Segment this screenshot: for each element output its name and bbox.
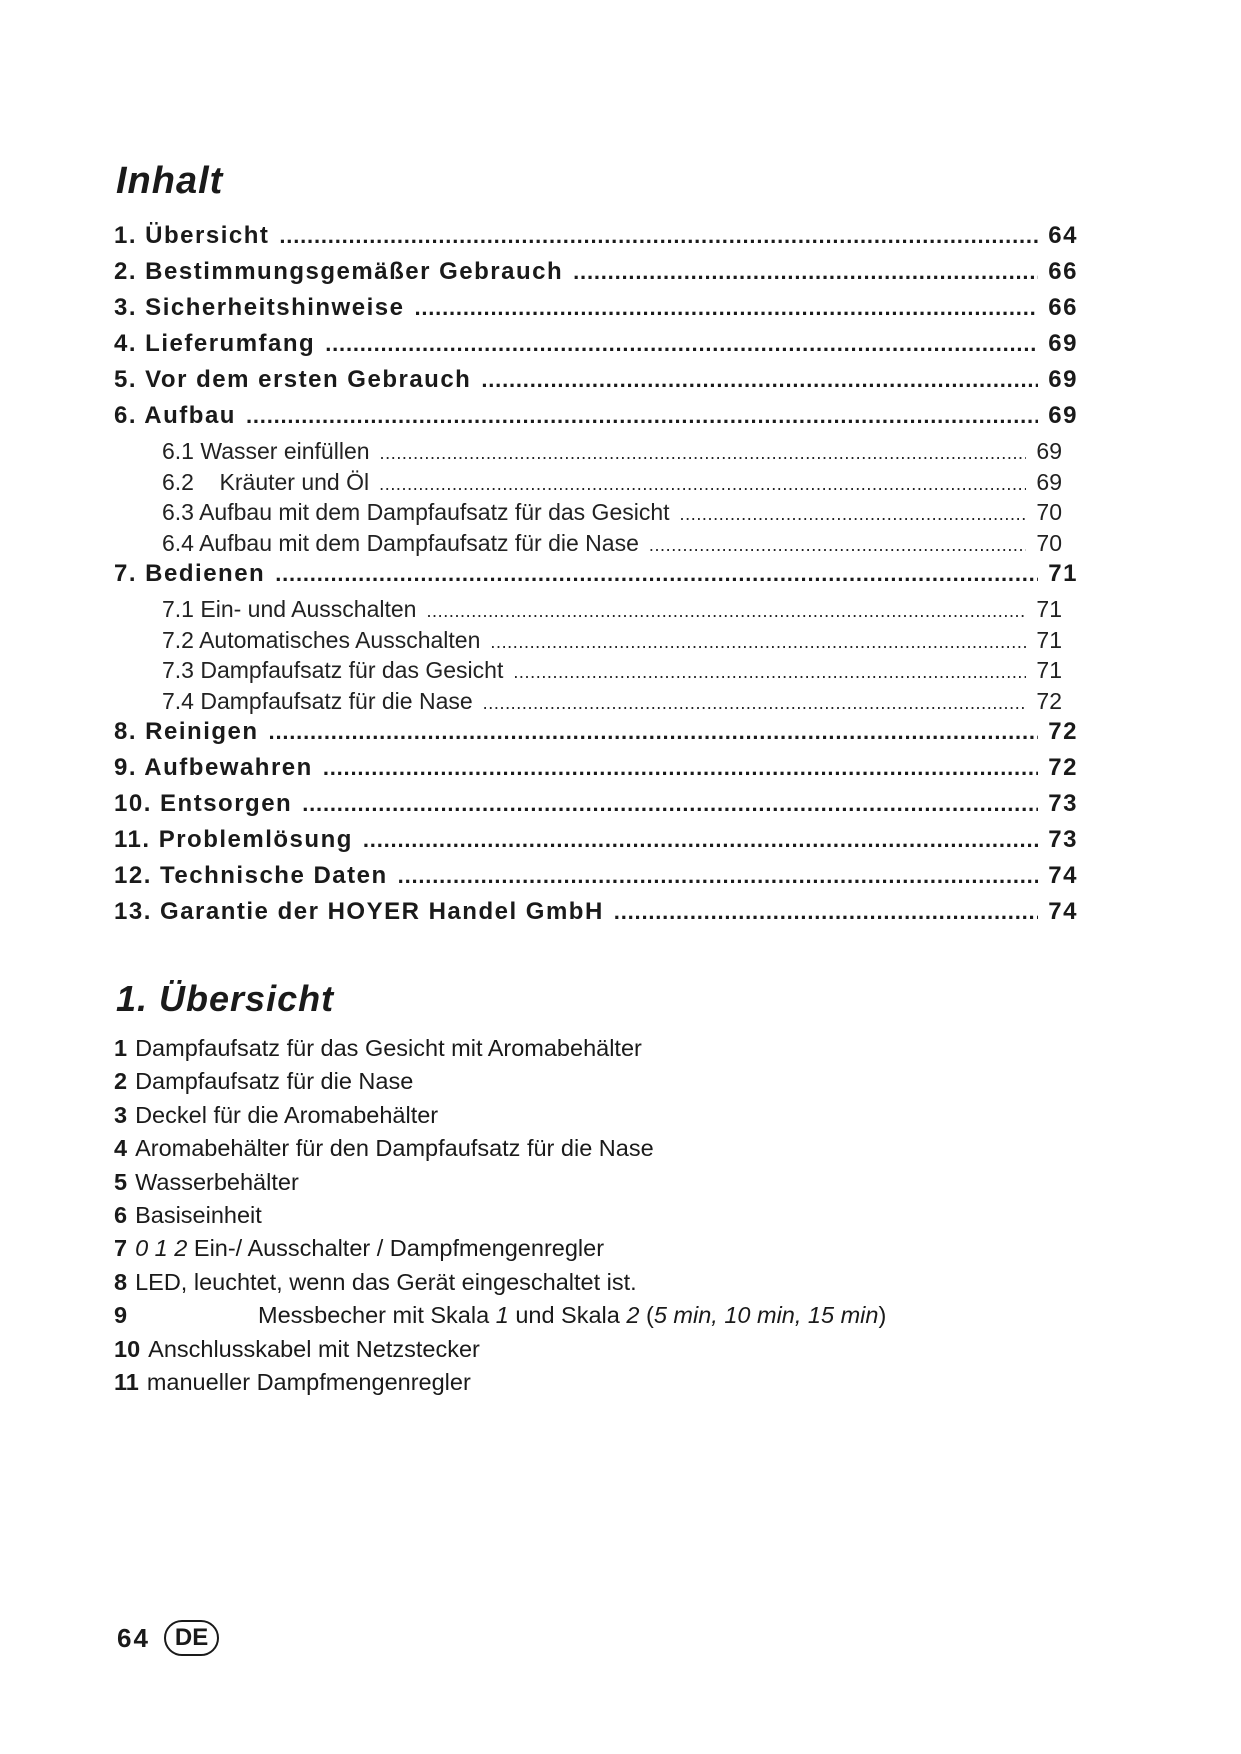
item-number: 4 (114, 1135, 128, 1162)
toc-entry (114, 790, 1078, 826)
item-text: Dampfaufsatz für die Nase (135, 1068, 414, 1095)
toc-subentry (162, 596, 1062, 627)
table-of-contents (114, 222, 1088, 934)
toc-entry (114, 560, 1078, 596)
list-item (114, 1135, 1114, 1168)
toc-subentry (162, 688, 1062, 719)
toc-entry (114, 718, 1078, 754)
toc-entry-label: 7. Bedienen (114, 560, 266, 587)
toc-dot-leader (246, 403, 1038, 429)
toc-entry-label: 6.4 Aufbau mit dem Dampfaufsatz für die Nase (162, 529, 639, 556)
toc-entry-label: 1. Übersicht (114, 222, 270, 249)
toc-entry (114, 754, 1078, 790)
toc-entry (114, 366, 1078, 402)
toc-page-number: 66 (1048, 258, 1078, 285)
toc-page-number: 74 (1048, 898, 1078, 925)
toc-entry-label: 7.3 Dampfaufsatz für das Gesicht (162, 657, 504, 683)
section-heading-overview: 1. Übersicht (116, 978, 335, 1019)
toc-entry-label: 7.2 Automatisches Ausschalten (162, 626, 481, 653)
toc-dot-leader (325, 331, 1038, 357)
toc-dot-leader (379, 474, 1026, 495)
language-badge: DE (164, 1620, 219, 1656)
item-text: Dampfaufsatz für das Gesicht mit Aromabehälter (135, 1035, 642, 1061)
item-number: 9 (114, 1302, 128, 1329)
toc-dot-leader (573, 259, 1038, 285)
item-text-mid: und Skala (515, 1302, 620, 1329)
toc-subentry (162, 530, 1062, 561)
toc-entry (114, 330, 1078, 366)
toc-dot-leader (414, 295, 1038, 321)
toc-page-number: 71 (1036, 596, 1062, 622)
toc-entry-label: 12. Technische Daten (114, 862, 388, 889)
toc-dot-leader (614, 899, 1039, 925)
toc-entry (114, 258, 1078, 294)
toc-entry-label: 6.3 Aufbau mit dem Dampfaufsatz für das Gesicht (162, 499, 670, 525)
toc-entry-label: 13. Garantie der HOYER Handel GmbH (114, 898, 604, 925)
list-item (114, 1235, 1114, 1268)
item-text: Basiseinheit (135, 1201, 262, 1228)
toc-page-number: 66 (1048, 294, 1078, 321)
toc-page-number: 69 (1048, 330, 1078, 357)
toc-page-number: 69 (1036, 438, 1062, 464)
toc-entry-label: 6.1 Wasser einfüllen (162, 438, 370, 464)
toc-entry-label: 8. Reinigen (114, 718, 259, 745)
toc-dot-leader (275, 561, 1038, 587)
toc-dot-leader (398, 863, 1039, 889)
toc-dot-leader (490, 632, 1026, 653)
toc-entry-label: 7.4 Dampfaufsatz für die Nase (162, 687, 473, 714)
toc-dot-leader (426, 601, 1026, 622)
toc-page-number: 64 (1048, 222, 1078, 249)
toc-entry (114, 898, 1078, 934)
scale-2-label: 2 (626, 1302, 640, 1329)
switch-positions: 0 1 2 (135, 1235, 188, 1262)
item-text: Ein-/ Ausschalter / Dampfmengenregler (193, 1235, 605, 1262)
toc-dot-leader (513, 662, 1026, 683)
toc-dot-leader (363, 827, 1038, 853)
toc-page-number: 72 (1048, 754, 1078, 781)
item-number: 1 (114, 1035, 128, 1061)
toc-page-number: 69 (1048, 402, 1078, 429)
list-item: 9 Messbecher mit Skala 1 und Skala 2 (5 min, 10 min, 15 min) (114, 1302, 887, 1329)
toc-subentry (162, 469, 1062, 500)
item-number: 11 (114, 1368, 139, 1395)
toc-page-number: 73 (1048, 826, 1078, 853)
toc-page-number: 74 (1048, 862, 1078, 889)
time-settings: 5 min, 10 min, 15 min (653, 1302, 879, 1329)
toc-page-number: 71 (1036, 657, 1062, 683)
toc-dot-leader (481, 367, 1038, 393)
toc-entry-label: 9. Aufbewahren (114, 754, 313, 781)
toc-page-number: 73 (1048, 790, 1078, 817)
toc-page-number: 71 (1048, 560, 1078, 587)
toc-entry (114, 222, 1078, 258)
toc-entry (114, 862, 1078, 898)
list-item (114, 1336, 1114, 1369)
item-number: 2 (114, 1068, 128, 1095)
page-number: 64 (117, 1622, 150, 1653)
toc-subentry (162, 499, 1062, 530)
list-item (114, 1035, 1114, 1068)
toc-entry-label: 6. Aufbau (114, 402, 236, 429)
toc-heading: Inhalt (116, 160, 224, 202)
toc-page-number: 70 (1036, 499, 1062, 525)
item-number: 3 (114, 1101, 128, 1128)
list-item (114, 1169, 1114, 1202)
toc-entry (114, 294, 1078, 330)
toc-dot-leader (323, 755, 1038, 781)
toc-subentry (162, 438, 1062, 469)
item-text: Anschlusskabel mit Netzstecker (148, 1335, 480, 1362)
toc-entry-label: 4. Lieferumfang (114, 330, 316, 357)
item-text: Deckel für die Aromabehälter (135, 1101, 439, 1128)
scale-1-label: 1 (495, 1302, 509, 1329)
toc-dot-leader (302, 791, 1038, 817)
item-number: 7 (114, 1235, 128, 1262)
toc-entry (114, 402, 1078, 438)
item-text: Messbecher mit Skala (258, 1302, 490, 1329)
parts-list (114, 1035, 1114, 1402)
item-text: LED, leuchtet, wenn das Gerät eingeschaltet ist. (135, 1268, 637, 1295)
toc-entry-label: 10. Entsorgen (114, 790, 293, 817)
item-text: Aromabehälter für den Dampfaufsatz für die Nase (135, 1135, 654, 1162)
toc-page-number: 70 (1036, 529, 1062, 556)
toc-page-number: 71 (1036, 626, 1062, 653)
item-number: 5 (114, 1168, 128, 1195)
list-item (114, 1102, 1114, 1135)
item-number: 8 (114, 1268, 128, 1295)
list-item (114, 1369, 1114, 1402)
toc-page-number: 69 (1036, 468, 1062, 495)
list-item (114, 1202, 1114, 1235)
list-item (114, 1068, 1114, 1101)
item-number: 10 (114, 1335, 141, 1362)
toc-dot-leader (649, 535, 1027, 556)
toc-entry-label: 3. Sicherheitshinweise (114, 294, 405, 321)
toc-dot-leader (380, 443, 1027, 464)
item-text: manueller Dampfmengenregler (146, 1368, 471, 1395)
toc-subentry (162, 657, 1062, 688)
list-item (114, 1269, 1114, 1302)
item-text: Wasserbehälter (135, 1168, 299, 1195)
toc-dot-leader (269, 719, 1039, 745)
toc-dot-leader (279, 223, 1038, 249)
toc-subentry (162, 627, 1062, 658)
toc-entry-label: 2. Bestimmungsgemäßer Gebrauch (114, 258, 564, 285)
toc-page-number: 72 (1036, 687, 1062, 714)
toc-entry-label: 11. Problemlösung (114, 826, 353, 853)
toc-page-number: 69 (1048, 366, 1078, 393)
toc-entry (114, 826, 1078, 862)
item-number: 6 (114, 1201, 128, 1228)
toc-dot-leader (680, 504, 1027, 525)
toc-entry-label: 7.1 Ein- und Ausschalten (162, 596, 417, 622)
toc-dot-leader (483, 693, 1027, 714)
toc-entry-label: 6.2 Kräuter und Öl (162, 468, 370, 495)
toc-page-number: 72 (1048, 718, 1078, 745)
page-footer (117, 1620, 219, 1656)
toc-entry-label: 5. Vor dem ersten Gebrauch (114, 366, 472, 393)
